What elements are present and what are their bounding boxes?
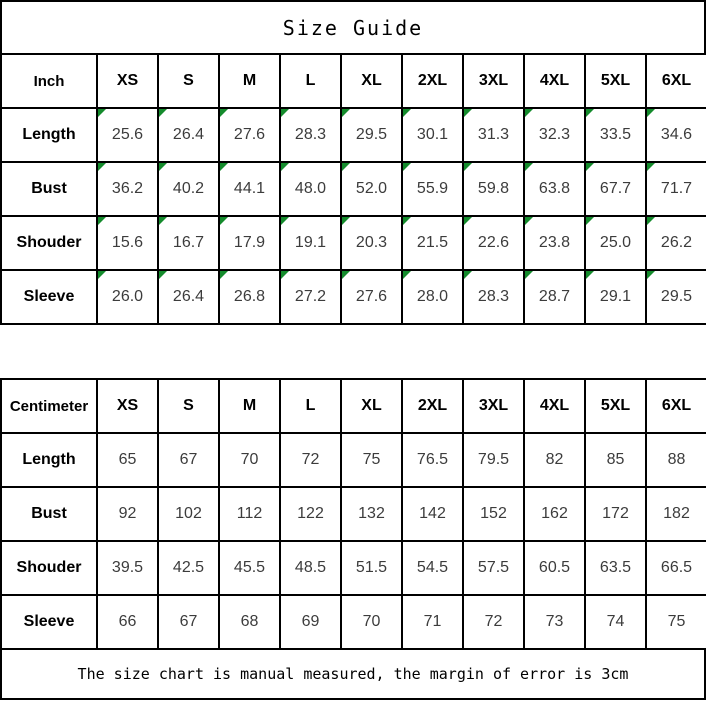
table-row xyxy=(1,162,706,216)
size-header-cell: M xyxy=(219,54,280,108)
value-cell xyxy=(280,433,341,487)
size-value: 25.6 xyxy=(111,126,144,143)
value-cell xyxy=(219,108,280,162)
excel-corner-marker-icon xyxy=(281,109,289,117)
table-row xyxy=(1,108,706,162)
value-cell xyxy=(524,108,585,162)
row-label-cell: Shouder xyxy=(1,541,97,595)
row-label-cell: Shouder xyxy=(1,216,97,270)
size-header-cell: 3XL xyxy=(463,379,524,433)
value-cell xyxy=(402,162,463,216)
value-cell xyxy=(280,270,341,324)
size-value: 27.2 xyxy=(294,288,327,305)
size-value: 71 xyxy=(423,613,442,630)
size-value: 28.7 xyxy=(538,288,571,305)
size-value: 122 xyxy=(297,505,324,522)
value-cell xyxy=(280,595,341,649)
size-value: 29.5 xyxy=(660,288,693,305)
value-cell xyxy=(280,216,341,270)
excel-corner-marker-icon xyxy=(525,217,533,225)
size-value: 22.6 xyxy=(477,234,510,251)
size-value: 70 xyxy=(240,451,259,468)
value-cell xyxy=(97,270,158,324)
excel-corner-marker-icon xyxy=(586,217,594,225)
value-cell xyxy=(97,595,158,649)
size-value: 69 xyxy=(301,613,320,630)
value-cell xyxy=(402,541,463,595)
size-value: 21.5 xyxy=(416,234,449,251)
size-value: 172 xyxy=(602,505,629,522)
value-cell xyxy=(402,595,463,649)
size-value: 60.5 xyxy=(538,559,571,576)
size-header-row xyxy=(1,379,706,433)
size-value: 142 xyxy=(419,505,446,522)
excel-corner-marker-icon xyxy=(220,271,228,279)
value-cell xyxy=(280,108,341,162)
excel-corner-marker-icon xyxy=(525,109,533,117)
size-value: 34.6 xyxy=(660,126,693,143)
row-label-cell: Sleeve xyxy=(1,270,97,324)
value-cell xyxy=(341,433,402,487)
size-header-cell: XL xyxy=(341,54,402,108)
value-cell xyxy=(463,433,524,487)
size-value: 66.5 xyxy=(660,559,693,576)
table-row xyxy=(1,216,706,270)
value-cell xyxy=(524,487,585,541)
size-value: 67 xyxy=(179,613,198,630)
size-header-cell: 5XL xyxy=(585,379,646,433)
size-header-cell: 3XL xyxy=(463,54,524,108)
value-cell xyxy=(646,108,706,162)
size-value: 73 xyxy=(545,613,564,630)
value-cell xyxy=(97,541,158,595)
excel-corner-marker-icon xyxy=(281,217,289,225)
size-value: 75 xyxy=(362,451,381,468)
size-value: 57.5 xyxy=(477,559,510,576)
value-cell xyxy=(646,216,706,270)
excel-corner-marker-icon xyxy=(281,163,289,171)
value-cell xyxy=(524,433,585,487)
excel-corner-marker-icon xyxy=(342,217,350,225)
value-cell xyxy=(646,487,706,541)
row-label-cell: Sleeve xyxy=(1,595,97,649)
excel-corner-marker-icon xyxy=(525,163,533,171)
value-cell xyxy=(646,162,706,216)
size-value: 63.8 xyxy=(538,180,571,197)
excel-corner-marker-icon xyxy=(647,163,655,171)
value-cell xyxy=(280,487,341,541)
size-value: 33.5 xyxy=(599,126,632,143)
excel-corner-marker-icon xyxy=(403,217,411,225)
size-value: 67.7 xyxy=(599,180,632,197)
value-cell xyxy=(524,216,585,270)
excel-corner-marker-icon xyxy=(464,217,472,225)
value-cell xyxy=(402,270,463,324)
size-value: 67 xyxy=(179,451,198,468)
size-value: 71.7 xyxy=(660,180,693,197)
size-header-cell: 4XL xyxy=(524,54,585,108)
value-cell xyxy=(524,541,585,595)
size-header-cell: M xyxy=(219,379,280,433)
size-value: 51.5 xyxy=(355,559,388,576)
excel-corner-marker-icon xyxy=(403,163,411,171)
value-cell xyxy=(97,162,158,216)
value-cell xyxy=(524,270,585,324)
excel-corner-marker-icon xyxy=(98,217,106,225)
size-value: 162 xyxy=(541,505,568,522)
unit-header-cell: Inch xyxy=(1,54,97,108)
size-header-cell: S xyxy=(158,54,219,108)
value-cell xyxy=(97,487,158,541)
value-cell xyxy=(341,162,402,216)
value-cell xyxy=(158,162,219,216)
value-cell xyxy=(341,541,402,595)
size-value: 25.0 xyxy=(599,234,632,251)
value-cell xyxy=(463,270,524,324)
size-value: 82 xyxy=(545,451,564,468)
value-cell xyxy=(402,433,463,487)
size-value: 59.8 xyxy=(477,180,510,197)
value-cell xyxy=(158,216,219,270)
size-value: 27.6 xyxy=(355,288,388,305)
size-header-row xyxy=(1,54,706,108)
size-value: 63.5 xyxy=(599,559,632,576)
size-header-cell: 4XL xyxy=(524,379,585,433)
value-cell xyxy=(341,108,402,162)
value-cell xyxy=(402,216,463,270)
size-header-cell: 5XL xyxy=(585,54,646,108)
value-cell xyxy=(219,595,280,649)
size-value: 88 xyxy=(667,451,686,468)
value-cell xyxy=(524,595,585,649)
size-value: 85 xyxy=(606,451,625,468)
value-cell xyxy=(646,595,706,649)
excel-corner-marker-icon xyxy=(159,217,167,225)
size-value: 15.6 xyxy=(111,234,144,251)
size-value: 23.8 xyxy=(538,234,571,251)
excel-corner-marker-icon xyxy=(98,163,106,171)
size-value: 26.2 xyxy=(660,234,693,251)
value-cell xyxy=(402,108,463,162)
size-value: 39.5 xyxy=(111,559,144,576)
size-value: 26.4 xyxy=(172,288,205,305)
size-value: 26.0 xyxy=(111,288,144,305)
excel-corner-marker-icon xyxy=(98,271,106,279)
size-value: 72 xyxy=(484,613,503,630)
excel-corner-marker-icon xyxy=(586,109,594,117)
value-cell xyxy=(158,433,219,487)
size-value: 72 xyxy=(301,451,320,468)
value-cell xyxy=(219,541,280,595)
size-value: 52.0 xyxy=(355,180,388,197)
excel-corner-marker-icon xyxy=(403,271,411,279)
size-value: 32.3 xyxy=(538,126,571,143)
value-cell xyxy=(97,216,158,270)
value-cell xyxy=(585,487,646,541)
size-value: 40.2 xyxy=(172,180,205,197)
excel-corner-marker-icon xyxy=(342,109,350,117)
size-header-cell: 2XL xyxy=(402,54,463,108)
size-value: 182 xyxy=(663,505,690,522)
value-cell xyxy=(463,595,524,649)
size-value: 17.9 xyxy=(233,234,266,251)
excel-corner-marker-icon xyxy=(159,271,167,279)
excel-corner-marker-icon xyxy=(586,163,594,171)
size-value: 112 xyxy=(236,505,263,522)
size-value: 28.3 xyxy=(294,126,327,143)
value-cell xyxy=(341,270,402,324)
size-value: 28.3 xyxy=(477,288,510,305)
size-value: 29.1 xyxy=(599,288,632,305)
size-value: 92 xyxy=(118,505,137,522)
size-header-cell: 6XL xyxy=(646,54,706,108)
size-header-cell: 6XL xyxy=(646,379,706,433)
size-value: 48.5 xyxy=(294,559,327,576)
size-value: 65 xyxy=(118,451,137,468)
excel-corner-marker-icon xyxy=(220,109,228,117)
excel-corner-marker-icon xyxy=(342,163,350,171)
size-value: 102 xyxy=(175,505,202,522)
size-header-cell: 2XL xyxy=(402,379,463,433)
size-value: 66 xyxy=(118,613,137,630)
value-cell xyxy=(219,216,280,270)
value-cell xyxy=(463,487,524,541)
size-value: 16.7 xyxy=(172,234,205,251)
excel-corner-marker-icon xyxy=(464,163,472,171)
value-cell xyxy=(402,487,463,541)
size-value: 27.6 xyxy=(233,126,266,143)
excel-corner-marker-icon xyxy=(403,109,411,117)
table-row xyxy=(1,433,706,487)
value-cell xyxy=(280,162,341,216)
value-cell xyxy=(585,216,646,270)
value-cell xyxy=(158,108,219,162)
size-value: 36.2 xyxy=(111,180,144,197)
row-label-cell: Length xyxy=(1,433,97,487)
size-value: 28.0 xyxy=(416,288,449,305)
excel-corner-marker-icon xyxy=(647,271,655,279)
value-cell xyxy=(463,108,524,162)
table-row xyxy=(1,270,706,324)
value-cell xyxy=(646,541,706,595)
value-cell xyxy=(585,433,646,487)
size-header-cell: XL xyxy=(341,379,402,433)
value-cell xyxy=(585,270,646,324)
unit-header-cell: Centimeter xyxy=(1,379,97,433)
size-header-cell: XS xyxy=(97,54,158,108)
value-cell xyxy=(585,595,646,649)
size-value: 74 xyxy=(606,613,625,630)
size-value: 79.5 xyxy=(477,451,510,468)
value-cell xyxy=(280,541,341,595)
excel-corner-marker-icon xyxy=(159,109,167,117)
page-title: Size Guide xyxy=(0,0,706,53)
size-value: 70 xyxy=(362,613,381,630)
value-cell xyxy=(646,433,706,487)
size-value: 19.1 xyxy=(294,234,327,251)
value-cell xyxy=(585,162,646,216)
size-value: 29.5 xyxy=(355,126,388,143)
value-cell xyxy=(463,216,524,270)
value-cell xyxy=(585,108,646,162)
value-cell xyxy=(158,541,219,595)
excel-corner-marker-icon xyxy=(98,109,106,117)
value-cell xyxy=(97,433,158,487)
size-value: 20.3 xyxy=(355,234,388,251)
footer-note: The size chart is manual measured, the margin of error is 3cm xyxy=(0,650,706,700)
value-cell xyxy=(219,487,280,541)
excel-corner-marker-icon xyxy=(464,109,472,117)
value-cell xyxy=(341,216,402,270)
size-value: 30.1 xyxy=(416,126,449,143)
size-value: 76.5 xyxy=(416,451,449,468)
value-cell xyxy=(341,487,402,541)
excel-corner-marker-icon xyxy=(586,271,594,279)
size-header-cell: S xyxy=(158,379,219,433)
excel-corner-marker-icon xyxy=(159,163,167,171)
excel-corner-marker-icon xyxy=(464,271,472,279)
value-cell xyxy=(646,270,706,324)
size-value: 48.0 xyxy=(294,180,327,197)
value-cell xyxy=(158,595,219,649)
centimeter-size-table xyxy=(0,378,706,650)
size-value: 152 xyxy=(480,505,507,522)
size-value: 42.5 xyxy=(172,559,205,576)
excel-corner-marker-icon xyxy=(342,271,350,279)
size-value: 31.3 xyxy=(477,126,510,143)
excel-corner-marker-icon xyxy=(281,271,289,279)
row-label-cell: Bust xyxy=(1,162,97,216)
value-cell xyxy=(463,162,524,216)
value-cell xyxy=(463,541,524,595)
excel-corner-marker-icon xyxy=(220,163,228,171)
value-cell xyxy=(219,270,280,324)
value-cell xyxy=(158,270,219,324)
row-label-cell: Bust xyxy=(1,487,97,541)
table-row xyxy=(1,541,706,595)
value-cell xyxy=(97,108,158,162)
excel-corner-marker-icon xyxy=(220,217,228,225)
value-cell xyxy=(585,541,646,595)
row-label-cell: Length xyxy=(1,108,97,162)
size-header-cell: L xyxy=(280,379,341,433)
size-value: 45.5 xyxy=(233,559,266,576)
excel-corner-marker-icon xyxy=(525,271,533,279)
value-cell xyxy=(341,595,402,649)
size-value: 26.8 xyxy=(233,288,266,305)
size-value: 54.5 xyxy=(416,559,449,576)
size-header-cell: XS xyxy=(97,379,158,433)
size-value: 55.9 xyxy=(416,180,449,197)
table-gap-spacer xyxy=(0,325,706,378)
table-row xyxy=(1,487,706,541)
inch-size-table xyxy=(0,53,706,325)
size-value: 68 xyxy=(240,613,259,630)
size-header-cell: L xyxy=(280,54,341,108)
size-value: 44.1 xyxy=(233,180,266,197)
size-value: 132 xyxy=(358,505,385,522)
excel-corner-marker-icon xyxy=(647,109,655,117)
value-cell xyxy=(158,487,219,541)
size-value: 75 xyxy=(667,613,686,630)
value-cell xyxy=(219,433,280,487)
value-cell xyxy=(219,162,280,216)
table-row xyxy=(1,595,706,649)
value-cell xyxy=(524,162,585,216)
size-value: 26.4 xyxy=(172,126,205,143)
excel-corner-marker-icon xyxy=(647,217,655,225)
